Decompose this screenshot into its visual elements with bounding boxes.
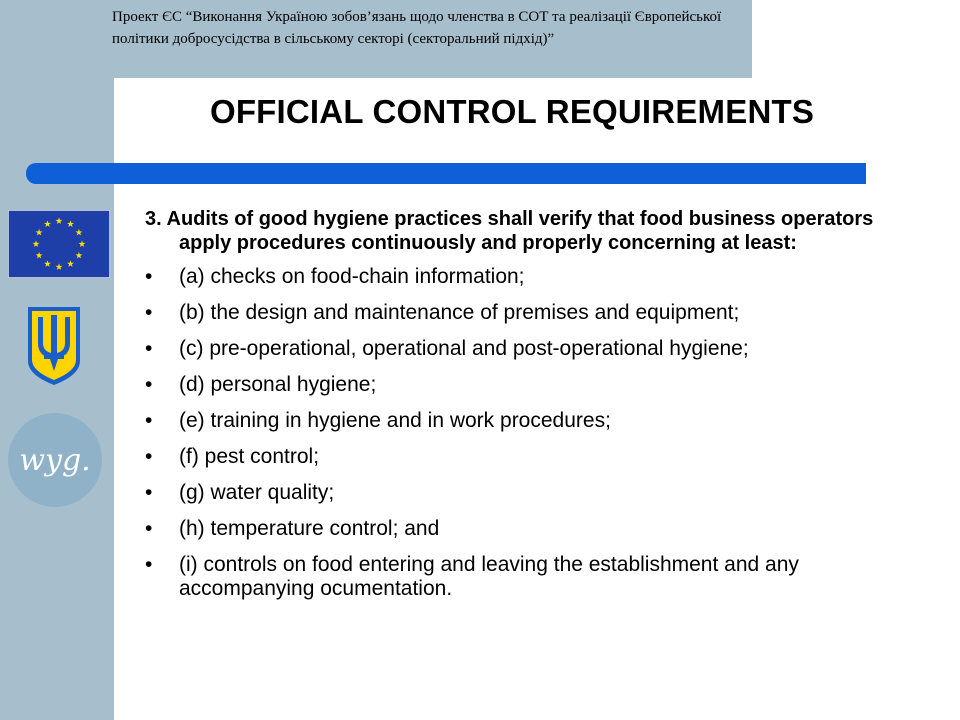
list-item: • (h) temperature control; and xyxy=(145,517,925,541)
list-item: • (f) pest control; xyxy=(145,445,925,469)
list-item: • (b) the design and maintenance of premises and equipment; xyxy=(145,301,925,325)
org-logo-icon xyxy=(7,412,103,508)
list-item: • (c) pre-operational, operational and post-operational hygiene; xyxy=(145,337,925,361)
list-item: • (d) personal hygiene; xyxy=(145,373,925,397)
lead-paragraph: 3. Audits of good hygiene practices shall verify that food business operators apply procedures continuously and properly concerning at least: xyxy=(145,208,874,254)
ukraine-trident-icon xyxy=(24,303,84,387)
title-underline-bar xyxy=(26,163,866,184)
list-item: • (e) training in hygiene and in work procedures; xyxy=(145,409,925,433)
requirement-list xyxy=(145,265,925,601)
list-item: • (g) water quality; xyxy=(145,481,925,505)
slide-content xyxy=(145,207,925,613)
list-item: • (i) controls on food entering and leaving the establishment and any accompanying ocumentation. xyxy=(145,553,925,601)
list-item: • (a) checks on food-chain information; xyxy=(145,265,925,289)
eu-flag-icon xyxy=(8,210,110,278)
org-logo-text: wyg. xyxy=(19,443,91,478)
slide-title: OFFICIAL CONTROL REQUIREMENTS xyxy=(209,93,815,130)
project-header-text: Проект ЄС “Виконання Україною зобов’язань щодо членства в СОТ та реалізації Європейської політики добросусідства в сільському секторі (секторальний підхід)” xyxy=(112,9,722,47)
